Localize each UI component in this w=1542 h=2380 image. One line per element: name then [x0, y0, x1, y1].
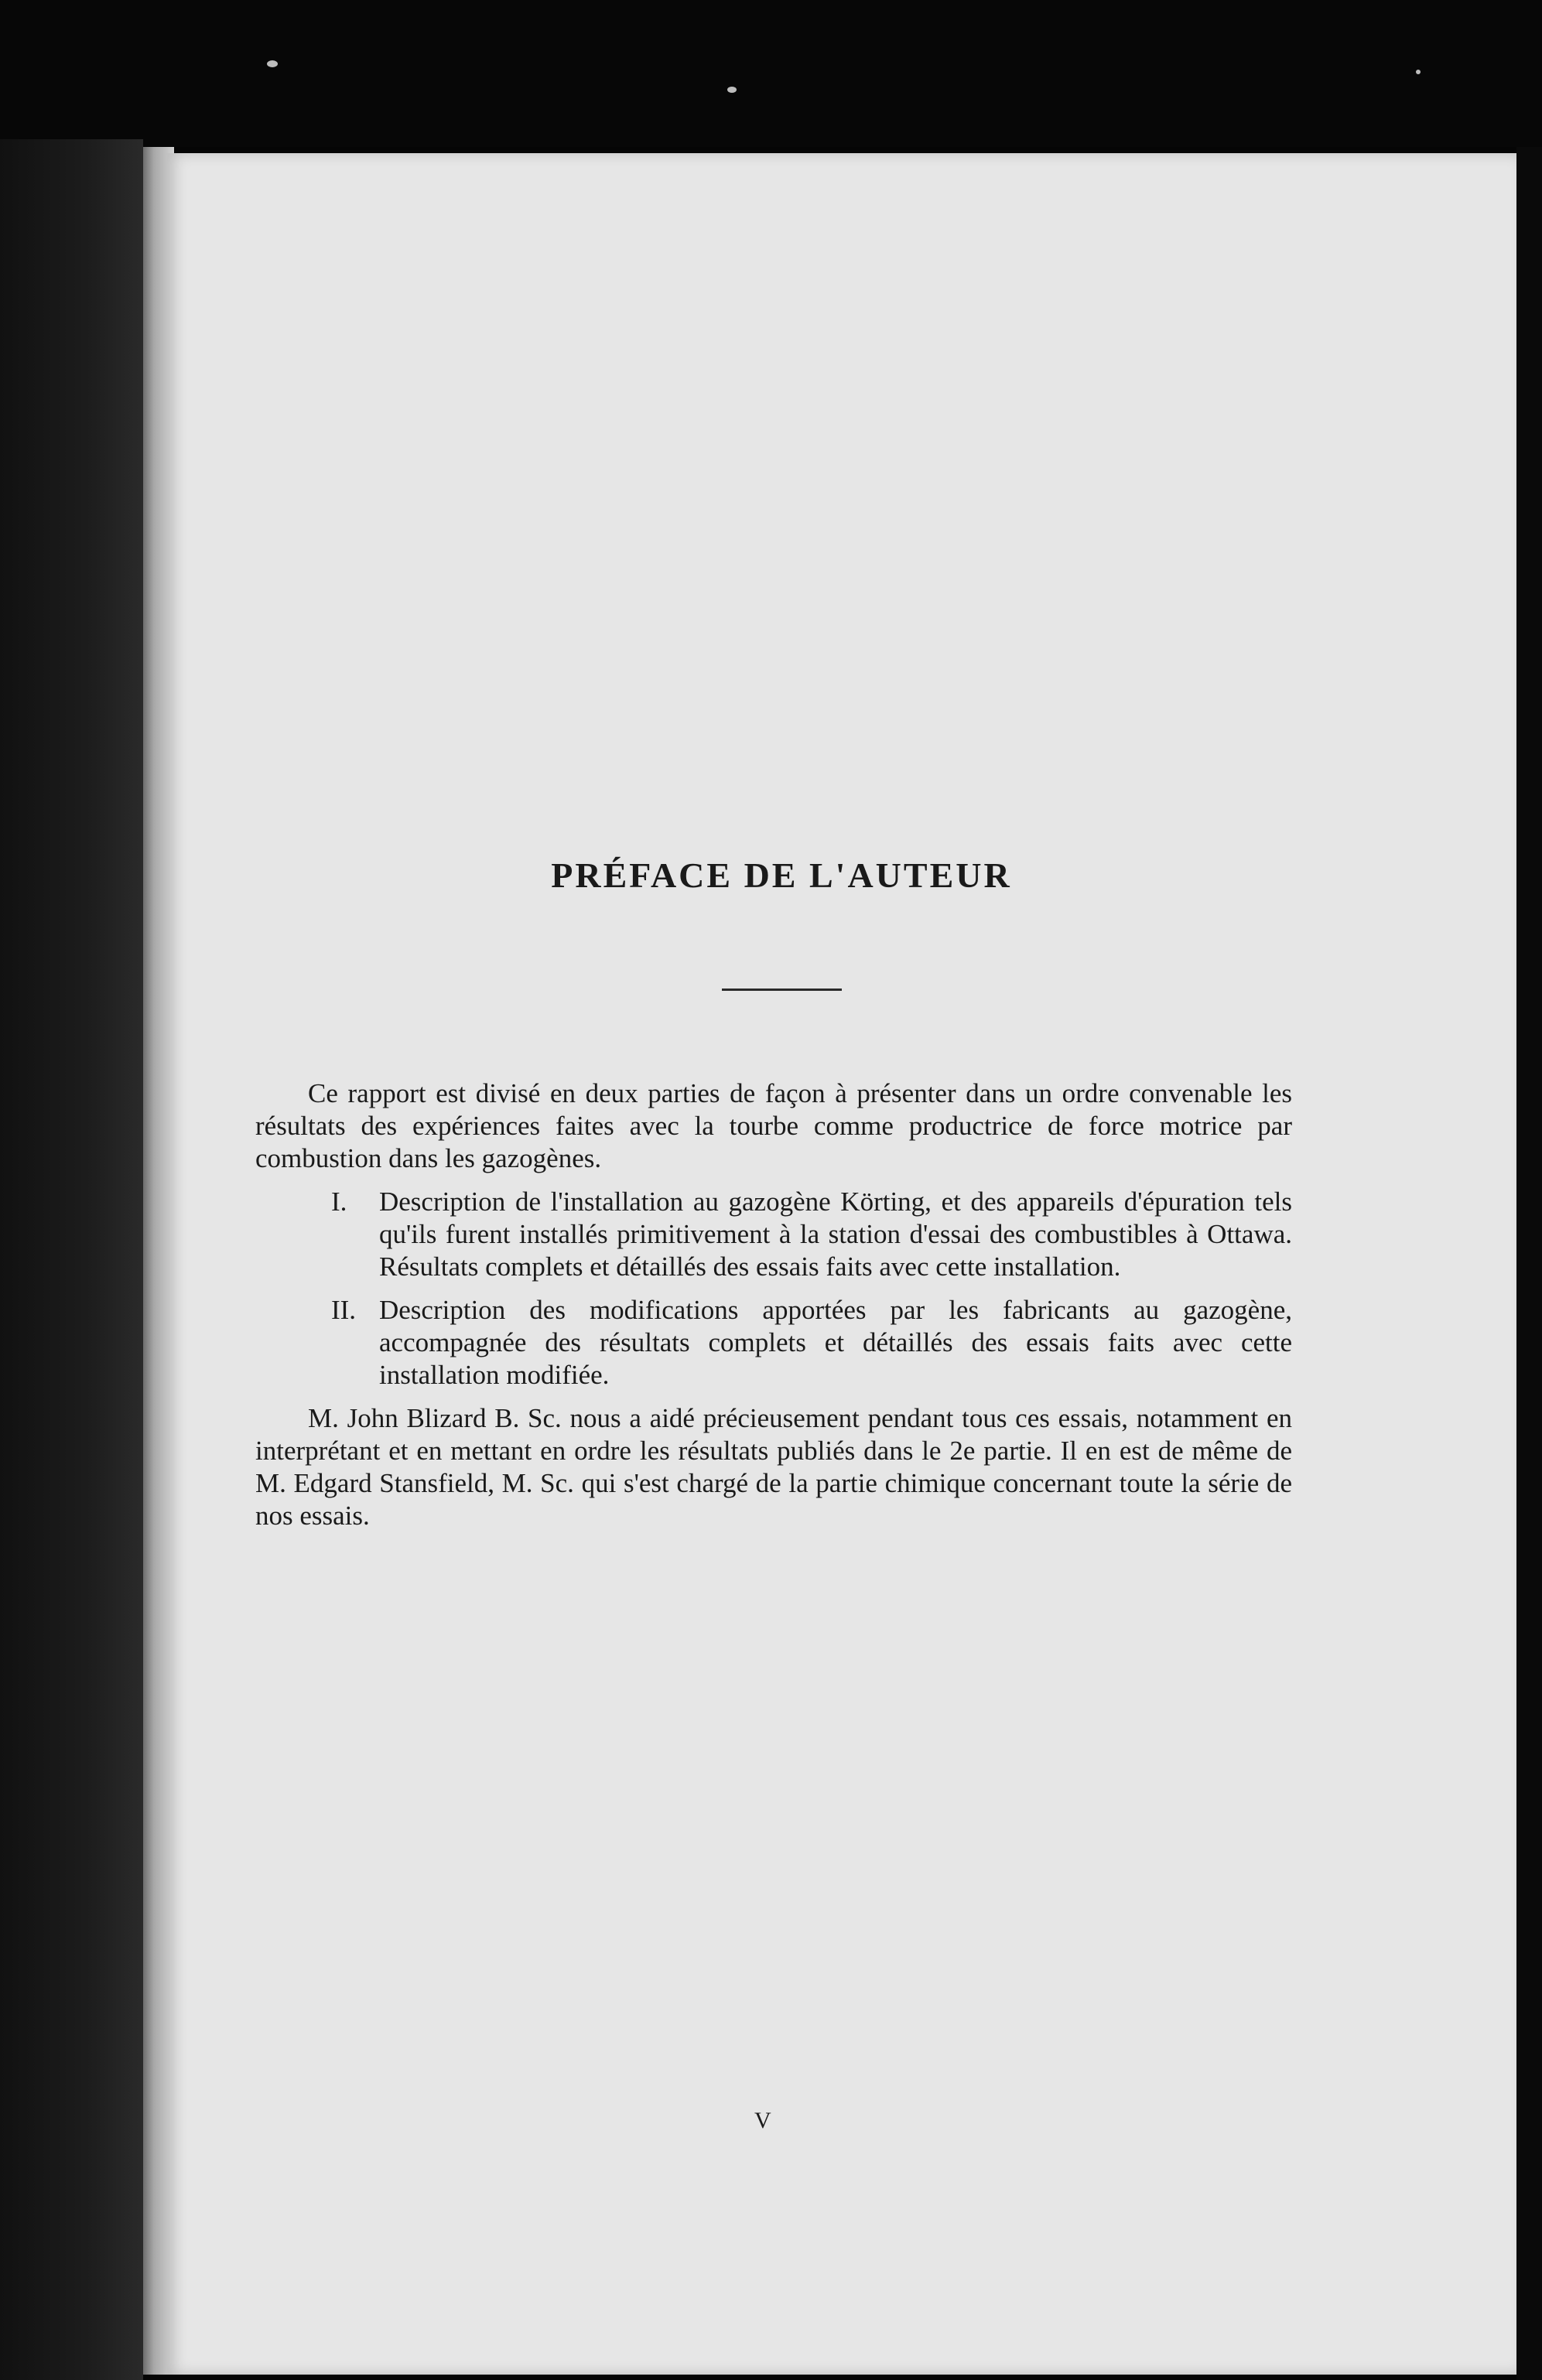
list-item-number: II.	[331, 1295, 357, 1325]
list-item-1	[255, 1186, 1292, 1283]
intro-paragraph: Ce rapport est divisé en deux parties de façon à présenter dans un ordre convenable les résultats des expériences faites avec la tourbe comme productrice de force motrice par combustion dans les gazogènes.	[255, 1078, 1292, 1173]
scan-speck	[727, 87, 737, 93]
scan-speck	[267, 60, 278, 67]
closing-paragraph: M. John Blizard B. Sc. nous a aidé précieusement pendant tous ces essais, notamment en interprétant et en mettant en ordre les résultats publiés dans le 2e partie. Il en est de même de M. Edgard Stansfield, M. Sc. qui s'est chargé de la partie chimique concernant toute la série de nos essais.	[255, 1403, 1292, 1531]
page-number: V	[754, 2108, 771, 2133]
list-item-text: Description des modifications apportées par les fabricants au gazogène, accompagnée des résultats complets et détaillés des essais faits avec cette installation modifiée.	[379, 1295, 1292, 1390]
scan-background-right	[1516, 147, 1542, 2380]
preface-content	[255, 855, 1292, 1532]
list-item-text: Description de l'installation au gazogène Körting, et des appareils d'épuration tels qu'ils furent installés primitivement à la station d'essai des combustibles à Ottawa. Résultats complets et détaillés des essais faits avec cette installation.	[379, 1187, 1292, 1282]
list-item-number: I.	[331, 1187, 347, 1217]
scan-background-top	[0, 0, 1542, 147]
page-title: PRÉFACE DE L'AUTEUR	[551, 855, 1012, 895]
title-divider	[722, 989, 842, 991]
list-item-2	[255, 1294, 1292, 1391]
scan-speck	[1416, 70, 1421, 74]
scan-background-left	[0, 139, 143, 2380]
preface-body	[255, 1077, 1292, 1532]
